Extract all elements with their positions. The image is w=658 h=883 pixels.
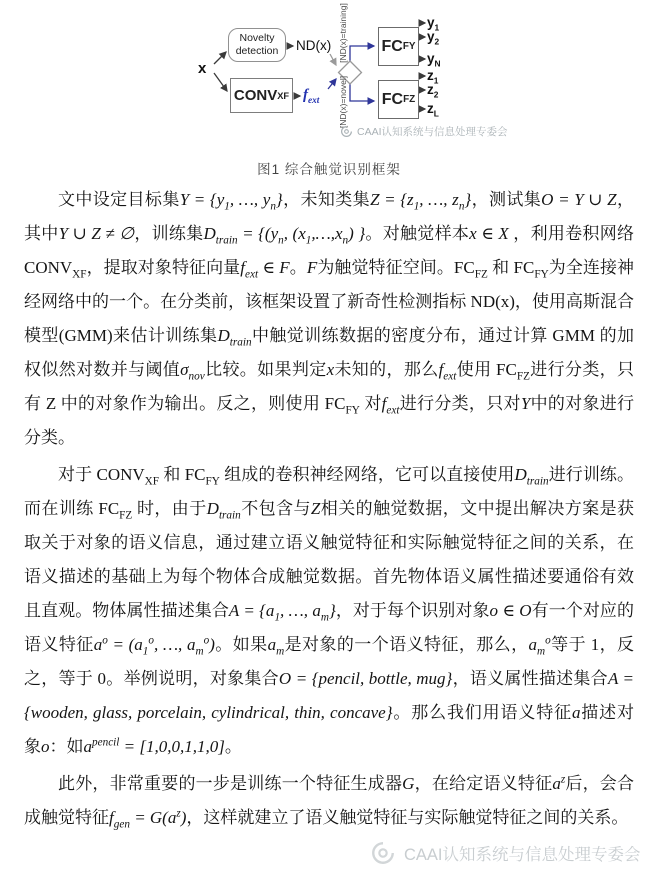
math-inline: $Y = \{y_1$, …, $y_n$} [179, 190, 283, 213]
text-run: 为触觉特征空间。$FC_{FZ}$ 和 $FC_{FY}$为全连接神经网络中的一个。在分类前，该框架设置了新奇性检测指标 ND(x)，使用高斯混合模型(GMM)来估计训练集 [24, 258, 635, 345]
math-inline: $f_{gen} = G(a^z)$ [109, 807, 187, 831]
text-run: 使用 $FC_{FZ}$进行分类，只有 Z 中的对象作为输出。反之，则使用 $FC_{FY}$ 对 [24, 360, 635, 417]
output-z1-label: $z_1$ [427, 68, 439, 86]
math-inline: O = {pencil, bottle, mug} [278, 669, 453, 688]
math-inline: a [571, 703, 581, 722]
fext-label: $f_{ext}$ [303, 87, 320, 106]
text-run: 。 [224, 737, 242, 756]
paragraph [24, 183, 634, 455]
article-body [24, 183, 634, 838]
math-inline: Z [310, 499, 321, 518]
text-run: 比较。如果判定 [204, 360, 327, 379]
math-inline: $f_{ext}$ [438, 360, 457, 383]
branch-label-training: [ND(x)=training] [338, 3, 348, 63]
math-inline: Y [520, 394, 531, 413]
fc-fy-box: FC FY [378, 27, 419, 66]
math-inline: A = {wooden, glass, porcelain, cylindrical, thin, concave} [24, 669, 635, 722]
branch-label-novel: [ND(x)=novel] [338, 75, 348, 129]
caai-logo-icon [340, 125, 353, 138]
novelty-detection-box: Novelty detection [228, 28, 286, 62]
text-run: 是对象的一个语义特征，那么， [284, 635, 529, 654]
output-zl-label: $z_L$ [427, 101, 439, 119]
text-run: 进行训练。而在训练 $FC_{FZ}$ 时，由于 [24, 465, 635, 522]
caai-logo-icon [370, 840, 396, 866]
math-inline: F [306, 258, 318, 277]
math-inline: x [326, 360, 335, 379]
footer-watermark [370, 840, 641, 866]
math-inline: $a_m^o$ [528, 634, 551, 658]
math-inline: $D_{train} = \{(y_n$, $(x_1,\dots,x_n)$ } [203, 224, 366, 247]
footer-watermark-text: CAAI认知系统与信息处理专委会 [404, 846, 641, 864]
math-inline: o ∈ O [489, 601, 532, 620]
text-run: 中触觉训练数据的密度分布，通过计算 GMM 的加权似然对数并与阈值 [24, 326, 634, 379]
math-inline: x ∈ X [469, 224, 509, 243]
text-run: ，对于每个识别对象 [335, 601, 490, 620]
math-inline: O = Y ∪ Z [541, 190, 617, 209]
text-run: ，这样就建立了语义触觉特征与实际触觉特征之间的关系。 [186, 808, 629, 827]
math-inline: $D_{train}$ [514, 465, 549, 488]
text-run: 进行分类，只对 [399, 394, 521, 413]
text-run: ，未知类集 [282, 190, 371, 209]
figure-diagram [0, 0, 658, 152]
paragraph [24, 767, 634, 835]
math-inline: Y ∪ Z ≠ ∅ [58, 224, 135, 243]
text-run: 未知的，那么 [334, 360, 439, 379]
text-run: 此外，非常重要的一步是训练一个特征生成器 [58, 774, 403, 793]
text-run: 。那么我们用语义特征 [392, 703, 572, 722]
text-run: 。 [289, 258, 307, 277]
paragraph [24, 458, 634, 764]
diamond-input-arrows [328, 54, 336, 89]
math-inline: $a_m$ [267, 635, 285, 658]
output-y2-label: $y_2$ [427, 29, 440, 47]
math-inline: $A = \{a_1$, …, $a_m$} [228, 601, 336, 624]
output-z2-label: $z_2$ [427, 82, 439, 100]
math-inline: $a^{pencil} = [1,0,0,1,1,0]$ [83, 736, 225, 756]
text-run: 等于 1，反之，等于 0。举例说明，对象集合 [24, 635, 635, 688]
text-run: ，训练集 [134, 224, 204, 243]
conv-xf-box: CONV XF [230, 78, 293, 113]
text-run: 。如果 [214, 635, 268, 654]
math-inline: o [41, 737, 50, 756]
math-inline: $f_{ext}$ [381, 394, 400, 417]
output-y1-label: $y_1$ [427, 15, 440, 33]
text-run: 描述对象 [24, 703, 635, 756]
figure-caption: 图1 综合触觉识别框架 [257, 162, 401, 177]
math-inline: $a^o = (a_1^o$, …, $a_m^o$) [93, 634, 215, 658]
output-arrows [419, 23, 425, 109]
math-inline: $a^z$ [552, 773, 566, 793]
text-run: 不包含与 [240, 499, 311, 518]
diagram-input-x: x [198, 60, 207, 77]
text-run: 。对触觉样本 [365, 224, 470, 243]
figure-watermark-text: CAAI认知系统与信息处理专委会 [357, 126, 508, 138]
text-run: 对于 $CONV_{XF}$ 和 $FC_{FY}$ 组成的卷积神经网络，它可以直接使用 [58, 465, 515, 488]
text-run: ，测试集 [471, 190, 542, 209]
output-yn-label: $y_N$ [427, 51, 441, 69]
diagram-connectors [0, 0, 658, 152]
math-inline: $Z = \{z_1$, …, $z_n$} [370, 190, 472, 213]
text-run: ，其中 [24, 190, 635, 243]
nd-output-label: ND(x) [296, 38, 332, 53]
math-inline: $D_{train}$ [217, 326, 252, 349]
text-run: ，语义属性描述集合 [452, 669, 608, 688]
fc-fz-box: FC FZ [378, 80, 419, 119]
math-inline: G [402, 774, 415, 793]
text-run: 后，会合成触觉特征 [24, 774, 635, 827]
text-run: 中的对象进行分类。 [24, 394, 635, 447]
text-run: ，在给定语义特征 [414, 774, 553, 793]
math-inline: $\sigma_{nov}$ [180, 360, 205, 383]
text-run: 相关的触觉数据，文中提出解决方案是获取关于对象的语义信息，通过建立语义触觉特征和实际触觉特征之间的关系，在语义描述的基础上为每个物体合成触觉数据。首先物体语义属性描述要通俗有效且直观。物体属性描述集合 [24, 499, 635, 620]
text-run: ：如 [49, 737, 84, 756]
figure-watermark [340, 124, 508, 139]
text-run: 有一个对应的语义特征 [24, 601, 635, 654]
math-inline: $D_{train}$ [206, 499, 241, 522]
text-run: ，利用卷积网络 $CONV_{XF}$，提取对象特征向量 [24, 224, 635, 281]
math-inline: $f_{ext}$ ∈ F [240, 258, 290, 281]
text-run: 文中设定目标集 [58, 190, 180, 209]
